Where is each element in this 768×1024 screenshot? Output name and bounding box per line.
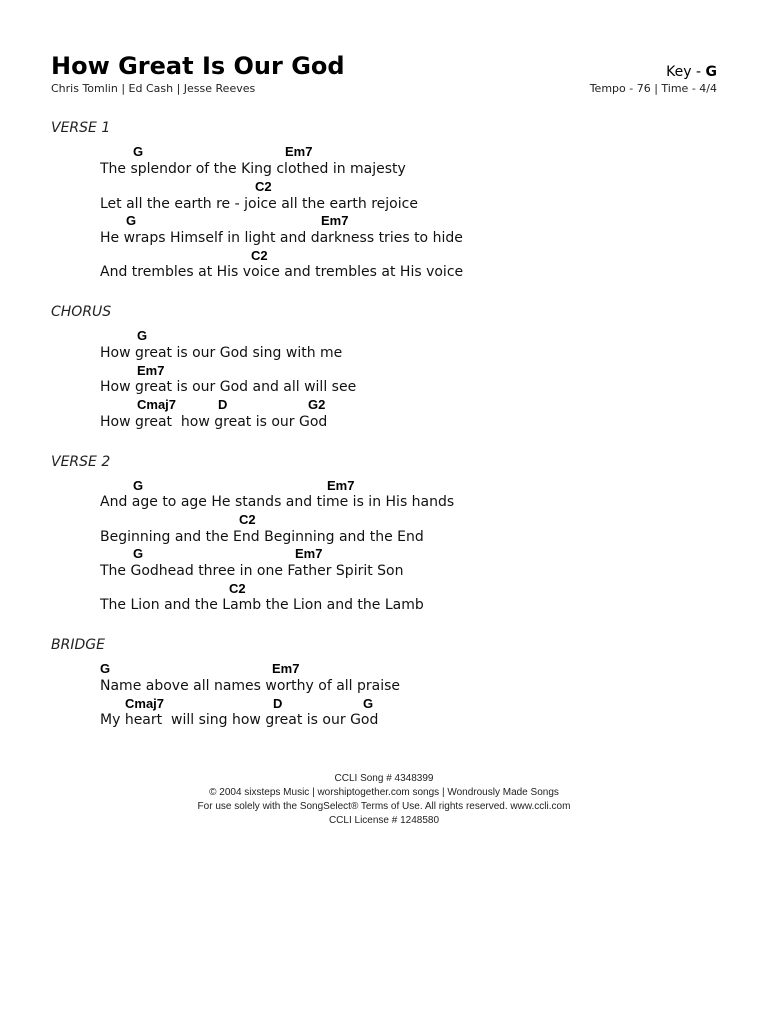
chord: Em7 — [327, 478, 355, 493]
terms-line: For use solely with the SongSelect® Terms of Use. All rights reserved. www.ccli.com — [197, 801, 571, 812]
chord: G — [133, 478, 144, 493]
chord: Em7 — [272, 661, 300, 676]
lyric-line: The splendor of the King clothed in majesty — [100, 161, 406, 177]
lyric-line: My heart will sing how great is our God — [100, 712, 379, 728]
lyric-line: And trembles at His voice and trembles at His voice — [100, 264, 464, 280]
lyric-line: How great is our God sing with me — [100, 345, 343, 361]
chord: C2 — [255, 179, 272, 194]
chord: Em7 — [321, 213, 349, 228]
chord: Em7 — [285, 144, 313, 159]
ccli-song-number: CCLI Song # 4348399 — [334, 773, 434, 784]
chord: G — [126, 213, 137, 228]
key-value: G — [705, 64, 717, 80]
chord: D — [218, 397, 228, 412]
section-label-bridge: BRIDGE — [51, 637, 105, 653]
key-label: Key - — [666, 64, 706, 80]
lyric-line: And age to age He stands and time is in His hands — [100, 494, 455, 510]
chord: G — [137, 328, 148, 343]
chord: C2 — [229, 581, 246, 596]
chord: Em7 — [295, 546, 323, 561]
section-label-verse-2: VERSE 2 — [51, 454, 111, 470]
song-authors: Chris Tomlin | Ed Cash | Jesse Reeves — [51, 82, 256, 95]
section-label-verse-1: VERSE 1 — [51, 120, 111, 136]
chord: G — [133, 144, 144, 159]
chord: G — [100, 661, 111, 676]
song-key — [666, 64, 717, 80]
lyric-line: Let all the earth re - joice all the earth rejoice — [100, 196, 418, 212]
lyric-line: Beginning and the End Beginning and the End — [100, 529, 424, 545]
section-label-chorus: CHORUS — [51, 304, 112, 320]
copyright-line: © 2004 sixsteps Music | worshiptogether.com songs | Wondrously Made Songs — [209, 787, 559, 798]
lyric-line: The Godhead three in one Father Spirit Son — [100, 563, 404, 579]
chord: C2 — [239, 512, 256, 527]
lyric-line: He wraps Himself in light and darkness tries to hide — [100, 230, 463, 246]
song-title: How Great Is Our God — [51, 52, 345, 80]
chord: Em7 — [137, 363, 165, 378]
chord: Cmaj7 — [137, 397, 177, 412]
lyric-line: How great how great is our God — [100, 414, 328, 430]
chord: G — [133, 546, 144, 561]
lyric-line: The Lion and the Lamb the Lion and the Lamb — [100, 597, 424, 613]
lyric-line: Name above all names worthy of all praise — [100, 678, 401, 694]
lyric-line: How great is our God and all will see — [100, 379, 357, 395]
chord: C2 — [251, 248, 268, 263]
chord: G — [363, 696, 374, 711]
chord: D — [273, 696, 283, 711]
ccli-license: CCLI License # 1248580 — [328, 815, 440, 826]
chord: G2 — [308, 397, 326, 412]
chord: Cmaj7 — [125, 696, 165, 711]
tempo-time: Tempo - 76 | Time - 4/4 — [589, 82, 717, 95]
